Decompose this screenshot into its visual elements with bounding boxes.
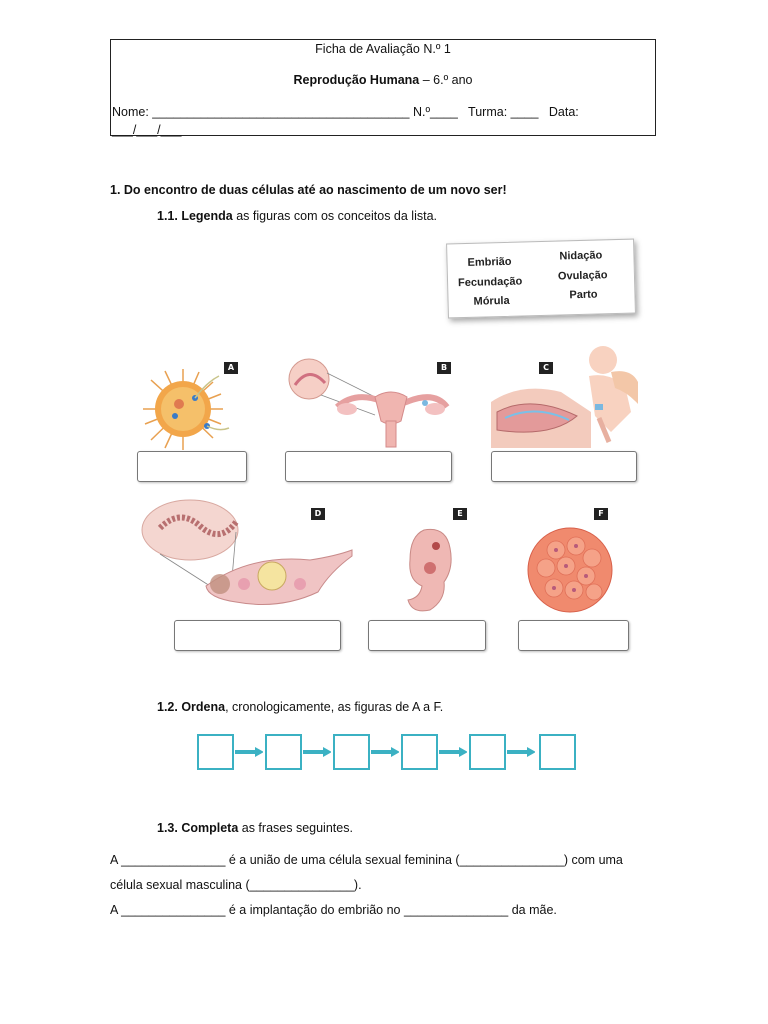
- sequence-arrow-icon: [303, 747, 331, 757]
- sequence-box-2[interactable]: [265, 734, 302, 770]
- answer-box-d[interactable]: [174, 620, 341, 651]
- sentence-1-line-1: A _______________ é a união de uma célula sexual feminina (_______________) com uma: [110, 853, 623, 867]
- term-nidacao: Nidação: [559, 249, 603, 263]
- answer-box-a[interactable]: [137, 451, 247, 482]
- sequence-box-3[interactable]: [333, 734, 370, 770]
- figure-a-fertilization-image: [135, 362, 235, 452]
- question-1-2: 1.2. Ordena, cronologicamente, as figuras de A a F.: [157, 700, 444, 714]
- sequence-arrow-icon: [235, 747, 263, 757]
- term-ovulacao: Ovulação: [557, 269, 608, 283]
- figure-e-embryo-image: [400, 524, 460, 614]
- answer-box-e[interactable]: [368, 620, 486, 651]
- question-1-3: 1.3. Completa as frases seguintes.: [157, 821, 353, 835]
- figure-b-label: B: [437, 362, 451, 374]
- term-embriao: Embrião: [467, 255, 512, 269]
- concept-list-card: [446, 239, 636, 319]
- answer-box-b[interactable]: [285, 451, 452, 482]
- figure-e-label: E: [453, 508, 467, 520]
- figure-a-label: A: [224, 362, 238, 374]
- sequence-box-5[interactable]: [469, 734, 506, 770]
- question-1-1: 1.1. Legenda as figuras com os conceitos da lista.: [157, 209, 437, 223]
- sequence-box-6[interactable]: [539, 734, 576, 770]
- figure-b-reproductive-system-image: [285, 355, 450, 450]
- worksheet-header: [110, 39, 656, 136]
- answer-box-f[interactable]: [518, 620, 629, 651]
- student-info-line: Nome: _____________________________________ N.º____ Turma: ____ Data: ___/___/___: [112, 105, 579, 137]
- figure-f-label: F: [594, 508, 608, 520]
- term-morula: Mórula: [473, 294, 510, 308]
- figure-c-label: C: [539, 362, 553, 374]
- worksheet-title: Reprodução Humana – 6.º ano: [293, 73, 473, 87]
- sequence-arrow-icon: [507, 747, 535, 757]
- sentence-1-line-2: célula sexual masculina (_______________).: [110, 878, 362, 892]
- figure-f-morula-image: [526, 526, 614, 614]
- section-heading: 1. Do encontro de duas células até ao nascimento de um novo ser!: [110, 183, 507, 197]
- sequence-box-4[interactable]: [401, 734, 438, 770]
- sequence-arrow-icon: [371, 747, 399, 757]
- answer-box-c[interactable]: [491, 451, 637, 482]
- figure-d-label: D: [311, 508, 325, 520]
- figure-c-birth-image: [491, 342, 638, 448]
- sentence-2: A _______________ é a implantação do embrião no _______________ da mãe.: [110, 903, 557, 917]
- sequence-arrow-icon: [439, 747, 467, 757]
- term-parto: Parto: [569, 288, 598, 302]
- sequence-box-1[interactable]: [197, 734, 234, 770]
- worksheet-number: Ficha de Avaliação N.º 1: [315, 42, 451, 56]
- term-fecundacao: Fecundação: [457, 275, 523, 290]
